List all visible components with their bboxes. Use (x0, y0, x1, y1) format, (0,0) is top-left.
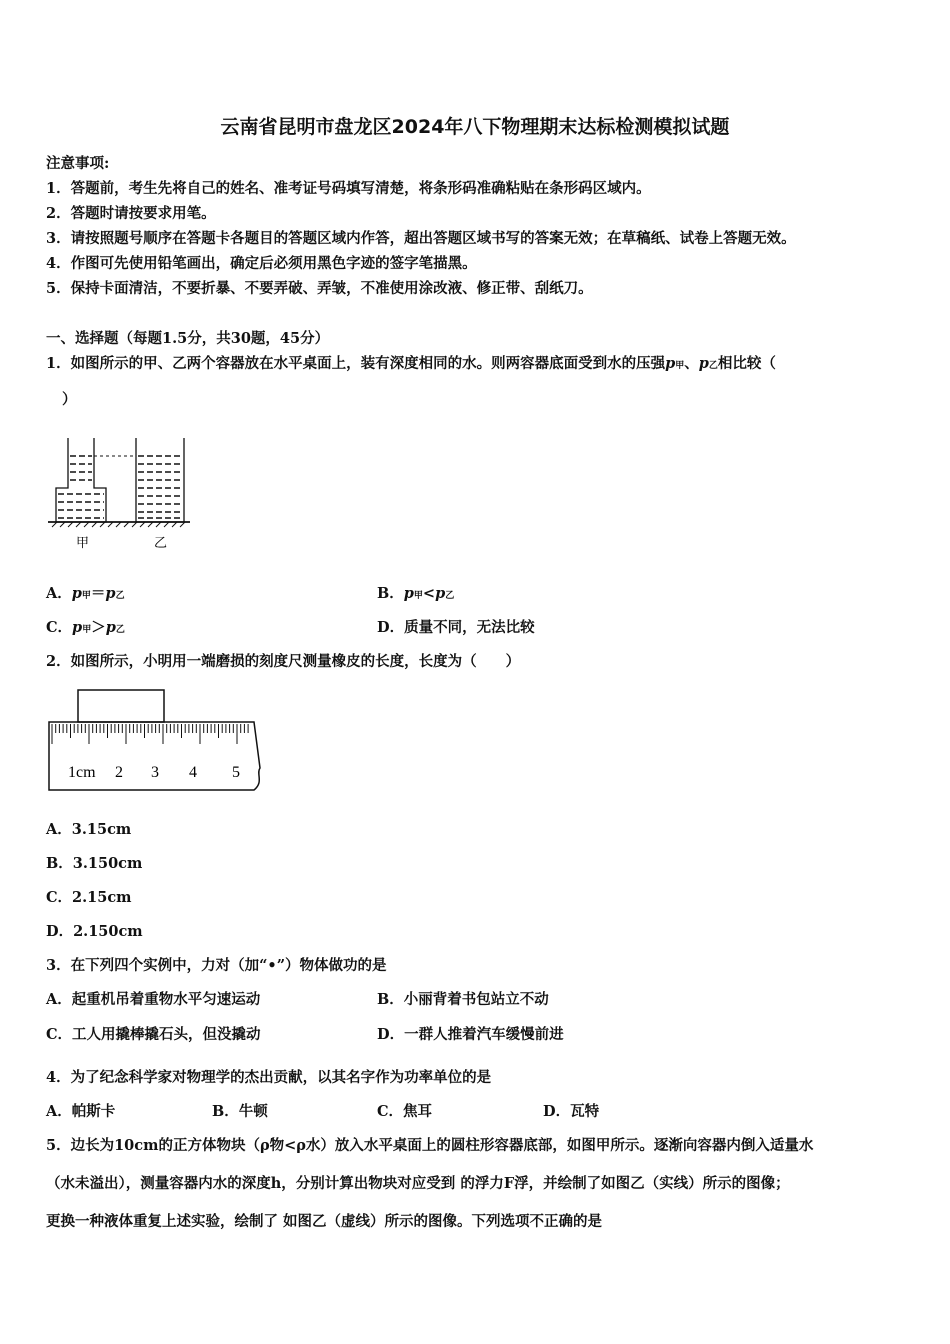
q4-option-b: B．牛顿 (212, 1103, 268, 1120)
q2-stem: 2．如图所示，小明用一端磨损的刻度尺测量橡皮的长度，长度为（ ） (46, 653, 521, 670)
q1-stem-close: ） (62, 391, 77, 408)
notice-heading: 注意事项: (46, 155, 110, 172)
q2-option-b: B．3.150cm (46, 855, 143, 872)
q3-option-b: B．小丽背着书包站立不动 (377, 991, 549, 1008)
ruler-label: 5 (232, 764, 240, 781)
q5-stem-line: 5．边长为10cm的正方体物块（ρ物<ρ水）放入水平桌面上的圆柱形容器底部，如图甲所示。逐渐向容器内倒入适量水 (46, 1137, 814, 1154)
ruler-label: 3 (151, 764, 159, 781)
ruler-ticks (52, 724, 248, 744)
notice-item: 4．作图可先使用铅笔画出，确定后必须用黑色字迹的签字笔描黑。 (46, 255, 477, 272)
q4-stem: 4．为了纪念科学家对物理学的杰出贡献，以其名字作为功率单位的是 (46, 1069, 492, 1086)
ruler-label: 2 (115, 764, 123, 781)
q5-stem-line: （水未溢出），测量容器内水的深度h，分别计算出物块对应受到 的浮力F浮，并绘制了如图乙（实线）所示的图像； (46, 1175, 790, 1192)
q3-option-a: A．起重机吊着重物水平匀速运动 (46, 991, 261, 1008)
table-surface (48, 522, 190, 527)
label-yi: 乙 (154, 535, 168, 550)
ruler-label: 1cm (68, 764, 96, 781)
notice-item: 3．请按照题号顺序在答题卡各题目的答题区域内作答，超出答题区域书写的答案无效；在草稿纸、试卷上答题无效。 (46, 230, 796, 247)
q1-option-a: A．p甲＝p乙 (46, 585, 125, 602)
q4-option-c: C．焦耳 (377, 1103, 433, 1120)
q1-option-b: B．p甲<p乙 (377, 585, 455, 602)
ruler-label: 4 (189, 764, 197, 781)
notice-item: 5．保持卡面清洁，不要折暴、不要弄破、弄皱，不准使用涂改液、修正带、刮纸刀。 (46, 280, 593, 297)
q2-ruler-figure (44, 684, 266, 794)
eraser (78, 690, 164, 722)
q3-stem: 3．在下列四个实例中，力对（加“•”）物体做功的是 (46, 957, 387, 974)
q1-container-figure (44, 430, 194, 555)
q4-option-a: A．帕斯卡 (46, 1103, 116, 1120)
q2-option-d: D．2.150cm (46, 923, 143, 940)
q5-stem-line: 更换一种液体重复上述实验，绘制了 如图乙（虚线）所示的图像。下列选项不正确的是 (46, 1213, 603, 1230)
q1-option-d: D．质量不同，无法比较 (377, 619, 535, 636)
notice-item: 1．答题前，考生先将自己的姓名、准考证号码填写清楚，将条形码准确粘贴在条形码区域内。 (46, 180, 651, 197)
q4-option-d: D．瓦特 (543, 1103, 600, 1120)
water-yi (138, 456, 182, 518)
q1-option-c: C．p甲＞p乙 (46, 619, 125, 636)
section-heading: 一、选择题（每题1.5分，共30题，45分） (46, 330, 330, 347)
water-jia (58, 456, 104, 518)
q2-option-a: A．3.15cm (46, 821, 132, 838)
label-jia: 甲 (76, 535, 90, 550)
q3-option-c: C．工人用撬棒撬石头，但没撬动 (46, 1026, 261, 1043)
q3-option-d: D．一群人推着汽车缓慢前进 (377, 1026, 564, 1043)
q1-stem: 1．如图所示的甲、乙两个容器放在水平桌面上，装有深度相同的水。则两容器底面受到水的压强p甲、p乙相比较（ (46, 355, 776, 372)
notice-item: 2．答题时请按要求用笔。 (46, 205, 216, 222)
q2-option-c: C．2.15cm (46, 889, 132, 906)
page-title: 云南省昆明市盘龙区2024年八下物理期末达标检测模拟试题 (220, 116, 730, 138)
